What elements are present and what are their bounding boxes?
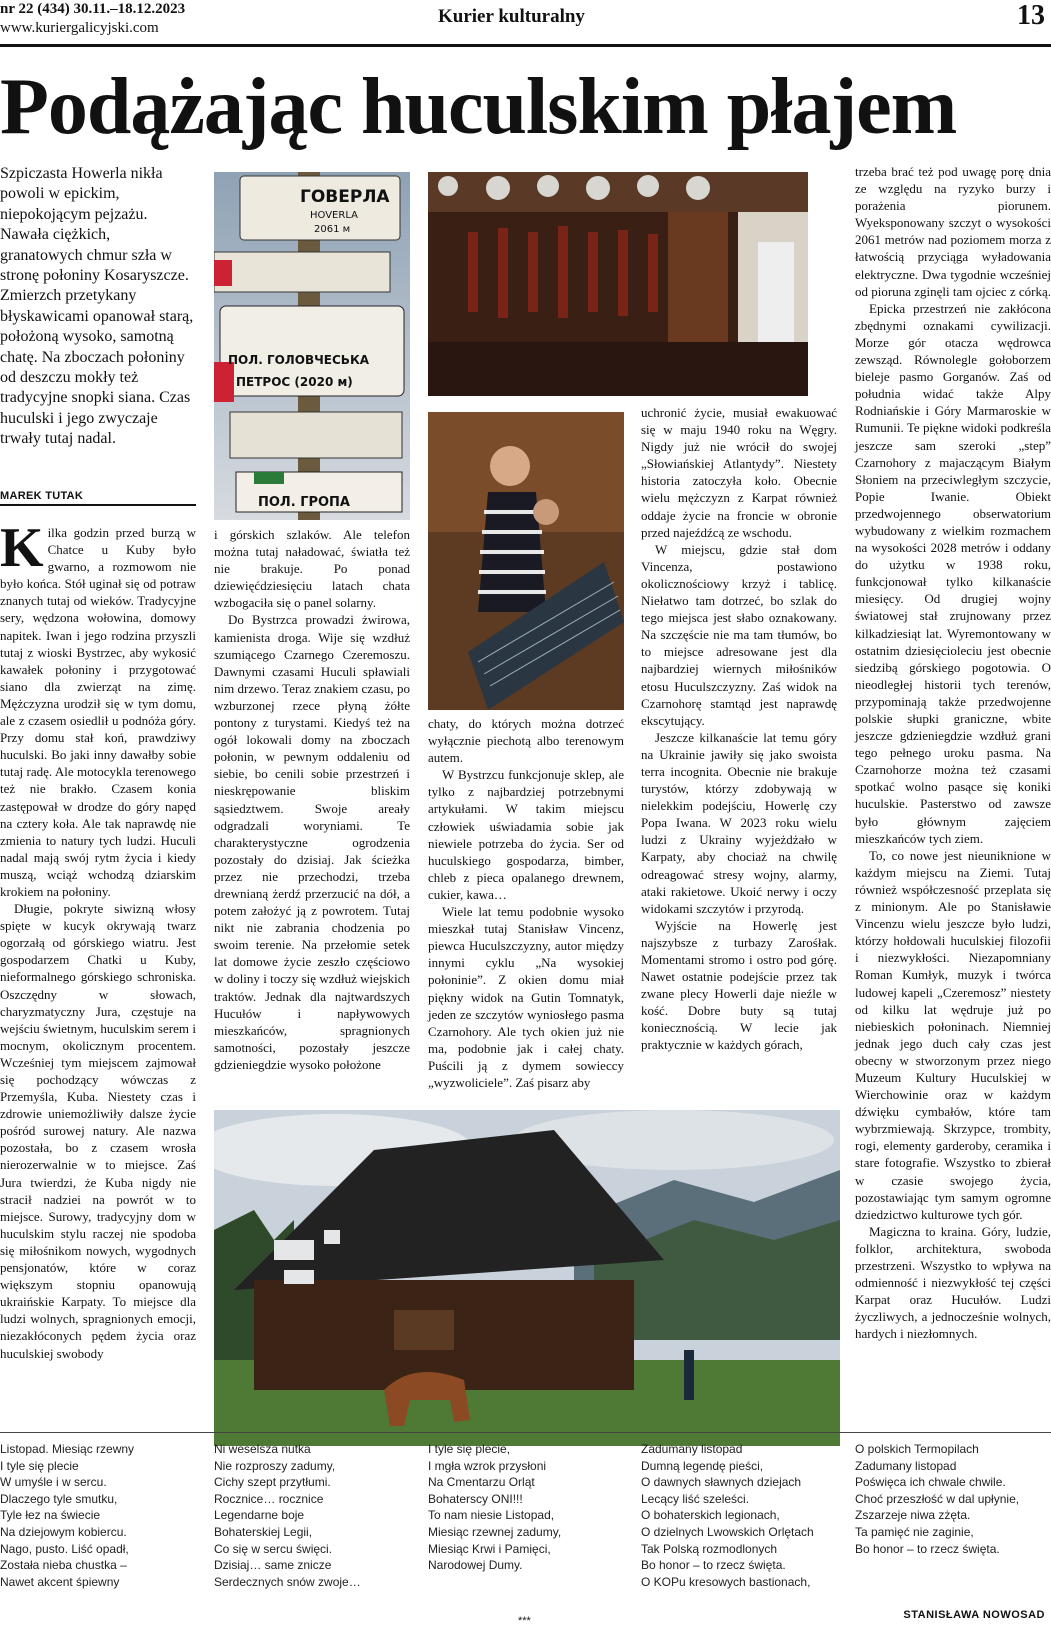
- text-column-3: [428, 715, 624, 1091]
- photo-mountain-hut: [214, 1110, 840, 1446]
- paragraph: chaty, do których można dotrzeć wyłącznie piechotą albo terenowym autem.: [428, 716, 624, 766]
- poem-column-3: I tyle się plecie, I mgła wzrok przysłoni Na Cmentarzu Orląt Bohaterscy ONI!!! To nam niesie Listopad, Miesiąc rzewnej zadumy, Miesiąc Krwi i Pamięci, Narodowej Dumy.: [428, 1442, 562, 1573]
- text-column-4: [641, 404, 837, 1054]
- poem-divider: [0, 1432, 1051, 1433]
- article-lead: Szpiczasta Howerla nikła powoli w epickim, niepokojącym pejzażu. Nawała ciężkich, granatowych chmur szła w stronę połoniny Kosaryszcze. Zmierzch przetykany błyskawicami opanował starą, położoną wysoko, samotną chatę. Na zboczach połoniny od deszczu mokły też tradycyjne snopki siana. Czas huculski i jego zwyczaje trwały tutaj nadal.: [0, 165, 194, 448]
- photo-museum-interior: [428, 172, 808, 396]
- section-title: Kurier kulturalny: [438, 6, 585, 27]
- text-column-1: [0, 517, 196, 1362]
- poem-author: STANISŁAWA NOWOSAD: [903, 1609, 1045, 1621]
- paragraph: Epicka przestrzeń nie zakłócona zbędnymi oznakami cywilizacji. Morze gór otacza wędrowca zewsząd. Równolegle gołoborzem bieleje pasmo Gorganów. Zaś od południa widać także Alpy Rodniańskie i Góry Marmaroskie w Rumunii. Te piękne widoki podkreśla jeszcze sam szeroki „step” Czarnohory z majaczącym Białym Słoniem na przeciwległym szczycie, Popie Iwanie. Obiekt przedwojennego obserwatorium wybudowany z wielkim rozmachem na wysokości 2028 metrów i oddany do użytku w 1938 roku, funkcjonował tylko kilkanaście miesięcy. Od drugiej wojny światowej stał zrujnowany przez kilkadziesiąt lat. Wyremontowany w ostatnim dziesięcioleciu jest obecnie siedzibą górskiego pogotowia. O nieodległej historii tych terenów, przypominają także przedwojenne polskie słupki graniczne, wbite jeszcze gdzieniegdzie wzdłuż grani tego pełnego uroku pasma. Na Czarnohorze można też czasami spotkać wolno pasące się koniki huculskie. Pasterstwo od zawsze było głównym zajęciem mieszkańców tych ziem.: [855, 300, 1051, 846]
- text-column-2: [214, 526, 410, 1073]
- poem-column-2: Ni weselsza nutka Nie rozproszy zadumy, Cichy szept przytłumi. Rocznice… rocznice Legendarne boje Bohaterskiej Legii, Co się w sercu święci. Dzisiaj… same znicze Serdecznych snów zwoje…: [214, 1442, 361, 1589]
- dropcap: K: [0, 517, 44, 579]
- poem-column-5: O polskich Termopilach Zadumany listopad Poświęca ich chwale chwile. Choć przeszłość w dal upłynie, Zszarzeje niwa zżęta. Ta pamięć nie zaginie, Bo honor – to rzecz święta.: [855, 1442, 1020, 1556]
- svg-text:2061 м: 2061 м: [314, 224, 351, 235]
- photo-signpost: [214, 172, 410, 520]
- paragraph: trzeba brać też pod uwagę porę dnia ze względu na ryzyko burzy i porażenia piorunem. Wyeksponowany szczyt o wysokości 2061 metrów nad poziomem morza z łatwością przyciąga wyładowania elektryczne. Dwa tygodnie wcześniej od pioruna zginęli tam ojciec z córką.: [855, 164, 1051, 299]
- paragraph: Wiele lat temu podobnie wysoko mieszkał tutaj Stanisław Vincenz, piewca Huculszczyzny, autor między innymi cyklu „Na wysokiej połoninie”. Z okien domu miał piękny widok na Gutin Tomnatyk, jeden ze szczytów wyniosłego pasma Czarnohory. Ale tych okien już nie ma, podobnie jak i całej chaty. Puścili ją z dymem sowieccy „wyzwoliciele”. Zaś pisarz aby: [428, 904, 624, 1090]
- svg-text:ПОЛ. ГОЛОВЧЕСЬКА: ПОЛ. ГОЛОВЧЕСЬКА: [228, 353, 370, 367]
- paragraph: Kilka godzin przed burzą w Chatce u Kuby było gwarno, a rozmowom nie było końca. Stół uginał się od potraw znanych tutaj od wieków. Tradycyjne sery, wędzona wołowina, domowy napitek. Iwan i jego rodzina przyszli tutaj z wioski Bystrzec, aby wykosić kawałek połoniny i przygotować siano dla zwierząt na zimę. Mężczyzna urodził się w tym domu, ale z czasem osiedlił u podnóża góry. Przy domu stał koń, prawdziwy huculski. Bo jaki inny dawałby sobie tutaj radę. Ale motocykla terenowego też nie brakło. Czasem konia zastępował w drodze do góry napęd na cztery koła. Ale tak naprawdę nie zmienia to natury tych ludzi. Huculi nadal mają swój rytm życia i kiedy muszą, wciąż wchodzą dziarskim krokiem na połoniny.: [0, 517, 196, 899]
- poem-separator: ***: [518, 1615, 531, 1627]
- article-title: Podążając huculskim płajem: [0, 63, 957, 151]
- website-url[interactable]: www.kuriergalicyjski.com: [0, 20, 159, 36]
- svg-text:HOVERLA: HOVERLA: [310, 210, 358, 221]
- sign-text: ГОВЕРЛА: [300, 187, 390, 207]
- paragraph: To, co nowe jest nieuniknione w każdym miejscu na Ziemi. Tutaj również współczesność przeplata się z minionym. Ale po Stanisławie Vincenzu wielu jeszcze było ludzi, którzy hołdowali huculskiej filozofii i niezwykłości. Niezapomniany Roman Kumłyk, muzyk i twórca ludowej kapeli „Czeremosz” niestety od kilku lat wędruje już po niebieskich połoninach. Niemniej jednak jego duch cały czas jest obecny w stworzonym przez niego Muzeum Kultury Huculskiej w Wierchowinie oraz w każdym dźwięku cymbałów, które tam wybrzmiewają. Skrzypce, trombity, rogi, elementy garderoby, ceramika i stare fotografie. Wszystko to zbierał w czasie swojego życia, pozostawiając tym samym ogromne dziedzictwo kulturowe tych gór.: [855, 847, 1051, 1222]
- svg-text:ПЕТРОС (2020 м): ПЕТРОС (2020 м): [236, 375, 353, 389]
- byline: MAREK TUTAK: [0, 490, 196, 506]
- masthead-left: [0, 0, 185, 38]
- paragraph: Do Bystrzca prowadzi żwirowa, kamienista droga. Wije się wzdłuż szumiącego Czarnego Czeremoszu. Dawnymi czasami Huculi spławiali nim drzewo. Teraz znakiem czasu, po wzburzonej rzece płyną żółte pontony z turystami. Kiedyś też na ogół lokowali domy na zboczach połonin, w pewnym oddaleniu od siebie, bo cenili sobie przestrzeń i nieskrępowanie bliskim sąsiedztwem. Swoje areały odgradzali woryniami. Te charakterystyczne ogrodzenia pozostały do dzisiaj. Jak ścieżka przez nie przechodzi, trzeba drewnianą żerdź przerzucić na dół, a potem założyć ją z powrotem. Tutaj nikt nie zabrania chodzenia po swoim terenie. Na przełomie setek lat domowe życie zeszło częściowo w doliny i toczy się wzdłuż wiejskich traktów. Jednak dla najtwardszych Hucułów i napływowych mieszkańców, spragnionych samotności, pozostały jeszcze gdzieniegdzie wysoko położone: [214, 612, 410, 1072]
- paragraph: Wyjście na Howerlę jest najszybsze z turbazy Zarośłak. Momentami stromo i ostro pod górę. Nawet ostatnie podejście przez tak zwane plecy Howerli daje nieźle w kość. Dobre buty są tutaj koniecznością. W lecie jak praktycznie w każdych górach,: [641, 917, 837, 1053]
- text-column-5: [855, 163, 1051, 1342]
- paragraph: Długie, pokryte siwizną włosy spięte w kucyk okrywają twarz ogorzałą od górskiego wiatru. Jest gospodarzem Chatki u Kuby, nieformalnego górskiego schroniska. Oszczędny w słowach, charyzmatyczny Jura, częstuje na wejściu świetnym, huculskim serem i mocnym, okolicznym procentem. Wcześniej tym miejscem zajmował się pochodzący wówczas z Przemyśla, Kuba. Niestety czas i zdrowie uniemożliwiły dalsze życie pośród surowej natury. Ale nazwa pozostała, bo z czasem wrosła nierozerwalnie w to miejsce. Zaś Jura twierdzi, że Kuba nigdy nie stracił nadziei na powrót w to miejsce. Surowy, tradycyjny dom w huculskim stylu raczej nie spodoba się miłośnikom nowych, wygodnych pensjonatów, które w coraz większym stopniu opanowują ukraińskie Karpaty. To miejsce dla ludzi wolnych, spragnionych emocji, niezakłóconych pędem życia oraz huculskiej swobody: [0, 901, 196, 1361]
- paragraph: i górskich szlaków. Ale telefon można tutaj naładować, światła też nie brakuje. Po ponad dziewięćdziesięciu latach chata wzbogaciła się o panel solarny.: [214, 527, 410, 611]
- photo-boy-cymbals: [428, 412, 624, 710]
- paragraph: W Bystrzcu funkcjonuje sklep, ale tylko z najbardziej potrzebnymi artykułami. W takim miejscu człowiek uświadamia sobie jak niewiele potrzeba do życia. Ser od huculskiego gospodarza, bimber, chleb z pieca opalanego drewnem, cukier, kawa…: [428, 767, 624, 902]
- page-number: 13: [1017, 0, 1045, 31]
- paragraph: W miejscu, gdzie stał dom Vincenza, postawiono okolicznościowy krzyż i tablicę. Niełatwo tam dotrzeć, bo szlak do tego miejsca jest słabo oznakowany. Na szczęście nie ma tam tłumów, bo to miejsce adresowane jest dla najbardziej wiernych miłośników etosu Huculszczyzny. Zaś widok na Czarnohorę stamtąd jest naprawdę ekscytujący.: [641, 541, 837, 728]
- paragraph: Magiczna to kraina. Góry, ludzie, folklor, architektura, swoboda przestrzeni. Wszystko to wpływa na odmienność i niezwykłość tej części Karpat oraz Hucułów. Ludzi życzliwych, a jednocześnie wolnych, hardych i niezłomnych.: [855, 1223, 1051, 1342]
- svg-text:ПОЛ. ГРОПА: ПОЛ. ГРОПА: [258, 495, 350, 510]
- paragraph: Jeszcze kilkanaście lat temu góry na Ukrainie jawiły się jako swoista terra incognita. Obecnie nie brakuje turystów, którzy zdobywają w nielekkim podejściu, Howerlę czy Popa Iwana. W 2023 roku wielu ludzi z Ukrainy wyjeżdżało w Karpaty, aby chociaż na chwilę odreagować stresy wojny, alarmy, ataki rakietowe. Ukoić nerwy i oczy widokami szczytów i przyrodą.: [641, 729, 837, 916]
- paragraph: uchronić życie, musiał ewakuować się w maju 1940 roku na Węgry. Nigdy już nie wrócił do swojej „Słowiańskiej Atlantydy”. Niestety historia zatoczyła koło. Obecnie wielu mężczyzn z Karpat również oddaje życie na froncie w obronie przed najeźdźcą ze wschodu.: [641, 405, 837, 540]
- issue-number: nr 22 (434) 30.11.–18.12.2023: [0, 1, 186, 17]
- poem-column-1: Listopad. Miesiąc rzewny I tyle się plecie W umyśle i w sercu. Dlaczego tyle smutku, Tyle łez na świecie Na dziejowym kobiercu. Nago, pusto. Liść opadł, Została nieba chustka – Nawet akcent śpiewny: [0, 1442, 135, 1589]
- poem-column-4: Zadumany listopad Dumną legendę pieści, O dawnych sławnych dziejach Lecący liść szeleści. O bohaterskich legionach, O dzielnych Lwowskich Orlętach Tak Polską rozmodlonych Bo honor – to rzecz święta. O KOPu kresowych bastionach,: [641, 1442, 814, 1589]
- header-rule: [0, 44, 1051, 47]
